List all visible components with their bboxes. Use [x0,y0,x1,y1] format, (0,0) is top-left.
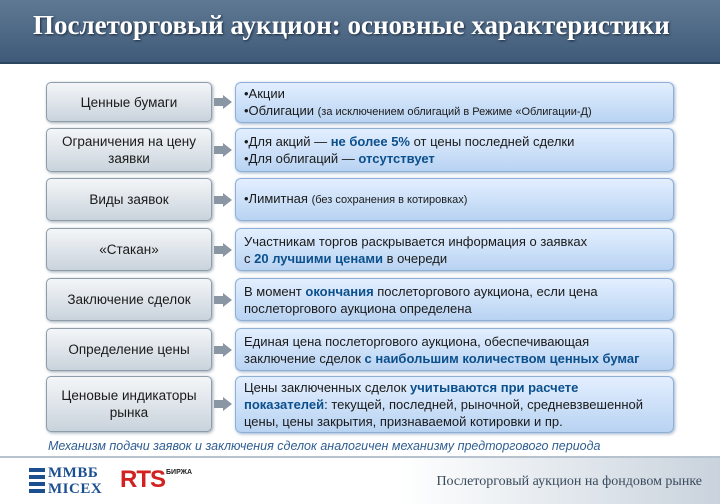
slide-title: Послеторговый аукцион: основные характеристики [33,10,670,40]
characteristic-description [235,178,674,221]
description-text: цены, цены закрытия, признаваемой котировки и пр. [244,414,563,429]
description-text: Единая цена послеторгового аукциона, обеспечивающая [244,333,590,349]
rts-logo-text: RTS [120,466,165,493]
highlighted-text: (за исключением облигаций в Режиме «Облигации-Д) [317,105,592,118]
description-text: •Акции [244,85,285,101]
rts-logo-subtext: БИРЖА [166,469,193,476]
footer-caption: Послеторговый аукцион на фондовом рынке [436,474,702,489]
rts-logo [120,466,200,496]
description-line [244,233,665,250]
description-text: •Облигации [244,102,318,118]
description-text: заключение сделок [244,350,365,366]
description-text: •Для акций — [244,134,331,149]
description-text: в очереди [383,250,448,266]
description-line [244,300,665,317]
characteristic-label: Виды заявок [46,178,212,221]
description-line [244,333,665,350]
description-line [244,283,665,300]
description-text: •Для облигаций — [244,151,359,166]
arrow-right-icon [214,293,232,307]
highlighted-text: показателей [244,397,325,412]
slide-footer [0,456,720,504]
description-line [244,150,665,167]
arrow-right-icon [214,343,232,357]
description-text: •Лимитная [244,191,312,206]
characteristic-description [235,228,674,271]
description-line [244,396,665,413]
highlighted-text: не более 5% [330,134,410,149]
highlighted-text: с наибольшим количеством ценных бумаг [364,350,640,366]
arrow-right-icon [214,397,232,411]
micex-logo-text: MICEX [48,481,103,497]
characteristic-description [235,278,674,321]
description-text: В момент [244,283,306,299]
arrow-right-icon [214,193,232,207]
description-text: послеторгового аукциона определена [244,300,472,316]
description-line [244,190,665,209]
footnote: Механизм подачи заявок и заключения сделок аналогичен механизму предторгового периода [48,439,601,453]
description-text: Участникам торгов раскрывается информация о заявках [244,233,588,249]
description-text: от цены последней сделки [410,134,575,149]
highlighted-text: 20 лучшими ценами [254,250,384,266]
characteristic-description [235,82,674,123]
highlighted-text: отсутствует [358,151,435,166]
slide-header [0,0,720,64]
description-line [244,85,665,102]
characteristic-label: «Стакан» [46,228,212,271]
arrow-right-icon [214,143,232,157]
description-text: : текущей, последней, рыночной, средневзвешенной [324,397,644,412]
characteristic-label: Заключение сделок [46,278,212,321]
characteristic-label: Ценовые индикаторы рынка [46,376,212,432]
characteristic-label: Ценные бумаги [46,82,212,122]
description-text: с [244,250,255,266]
characteristic-description [235,128,674,172]
arrow-right-icon [214,243,232,257]
highlighted-text: (без сохранения в котировках) [311,194,468,206]
description-text: послеторгового аукциона, если цена [373,283,598,299]
mmvb-emblem-icon [28,466,48,500]
description-line [244,102,665,121]
highlighted-text: окончания [305,283,374,299]
description-line [244,133,665,150]
description-line [244,350,665,367]
mmvb-micex-logo [28,464,110,500]
description-text: Цены заключенных сделок [244,380,411,395]
mmvb-logo-text: ММВБ [48,465,99,481]
arrow-right-icon [214,95,232,109]
description-line [244,379,665,396]
characteristic-description [235,376,674,433]
characteristic-description [235,328,674,371]
characteristic-label: Определение цены [46,328,212,371]
highlighted-text: учитываются при расчете [410,380,579,395]
description-line [244,413,665,430]
description-line [244,250,665,267]
characteristic-label: Ограничения на цену заявки [46,128,212,172]
